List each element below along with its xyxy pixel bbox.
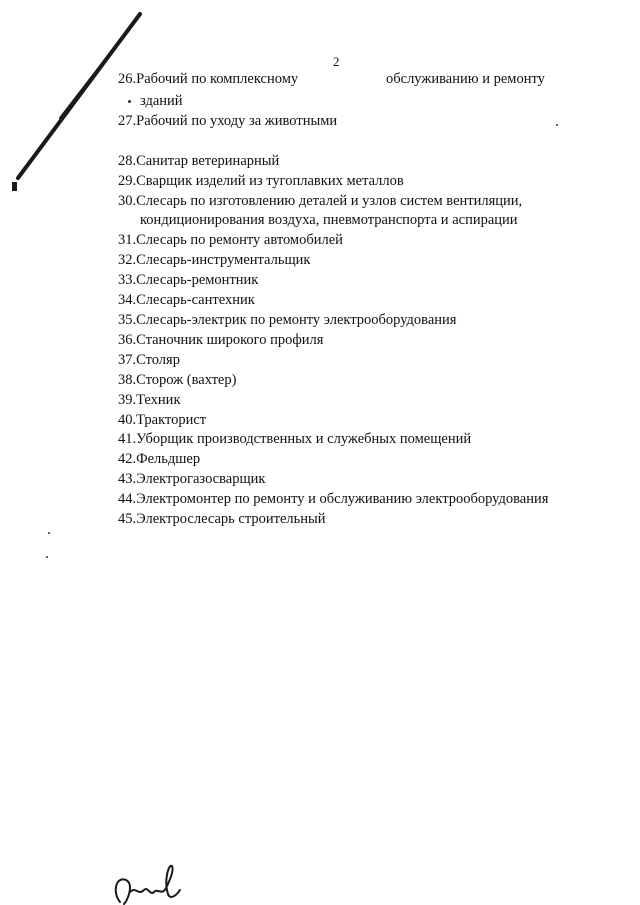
list-item-text: 35.Слесарь-электрик по ремонту электрооборудования	[118, 311, 457, 328]
list-item	[118, 291, 618, 311]
list-item-text: 44.Электромонтер по ремонту и обслуживанию электрооборудования	[118, 491, 549, 508]
list-item	[118, 490, 618, 510]
list-item-text-continued: обслуживанию и ремонту	[386, 71, 545, 87]
list-item-text: 36.Станочник широкого профиля	[118, 331, 324, 348]
list-item	[118, 351, 618, 371]
list-item-text: 30.Слесарь по изготовлению деталей и узлов систем вентиляции,	[118, 192, 523, 209]
list-item	[118, 172, 618, 192]
list-item-text: 26.Рабочий по комплексному	[118, 71, 299, 87]
list-item-text: 39.Техник	[118, 391, 181, 408]
list-item-text-wrap: кондиционирования воздуха, пневмотранспорта и аспирации	[140, 212, 518, 229]
list-item	[118, 152, 618, 172]
list-item	[118, 231, 618, 251]
list-item	[118, 70, 618, 112]
page-number: 2	[333, 54, 340, 69]
list-item-text: 28.Санитар ветеринарный	[118, 152, 280, 169]
list-item-text: 29.Сварщик изделий из тугоплавких металлов	[118, 172, 404, 189]
list-item	[118, 391, 618, 411]
list-item-text: 45.Электрослесарь строительный	[118, 511, 326, 528]
list-item	[118, 251, 618, 271]
scan-speck	[46, 556, 48, 558]
list-item	[118, 470, 618, 490]
list-item-text: 27.Рабочий по уходу за животными	[118, 112, 338, 129]
list-item	[118, 112, 618, 132]
list-item-text: 34.Слесарь-сантехник	[118, 292, 255, 309]
handwritten-signature	[110, 862, 190, 905]
scan-speck	[556, 124, 558, 126]
list-item-text: 37.Столяр	[118, 351, 180, 368]
scan-speck	[128, 100, 131, 103]
list-item	[118, 331, 618, 351]
list-item	[118, 271, 618, 291]
list-item-text: 31.Слесарь по ремонту автомобилей	[118, 232, 343, 249]
scan-speck	[48, 532, 50, 534]
list-item-text: 38.Сторож (вахтер)	[118, 371, 237, 388]
list-item-text: 42.Фельдшер	[118, 451, 201, 468]
list-item-text-wrap: зданий	[140, 92, 183, 109]
list-item	[118, 450, 618, 470]
list-item	[118, 510, 618, 530]
list-item	[118, 430, 618, 450]
list-item-text: 32.Слесарь-инструментальщик	[118, 252, 311, 269]
profession-list	[118, 70, 618, 530]
list-item-text: 41.Уборщик производственных и служебных помещений	[118, 431, 472, 448]
list-item	[118, 192, 618, 232]
list-item-text: 43.Электрогазосварщик	[118, 471, 266, 488]
list-item-text: 40.Тракторист	[118, 411, 207, 428]
list-spacer	[118, 132, 618, 152]
list-item-text: 33.Слесарь-ремонтник	[118, 272, 259, 289]
list-item	[118, 311, 618, 331]
list-item	[118, 411, 618, 431]
list-item	[118, 371, 618, 391]
